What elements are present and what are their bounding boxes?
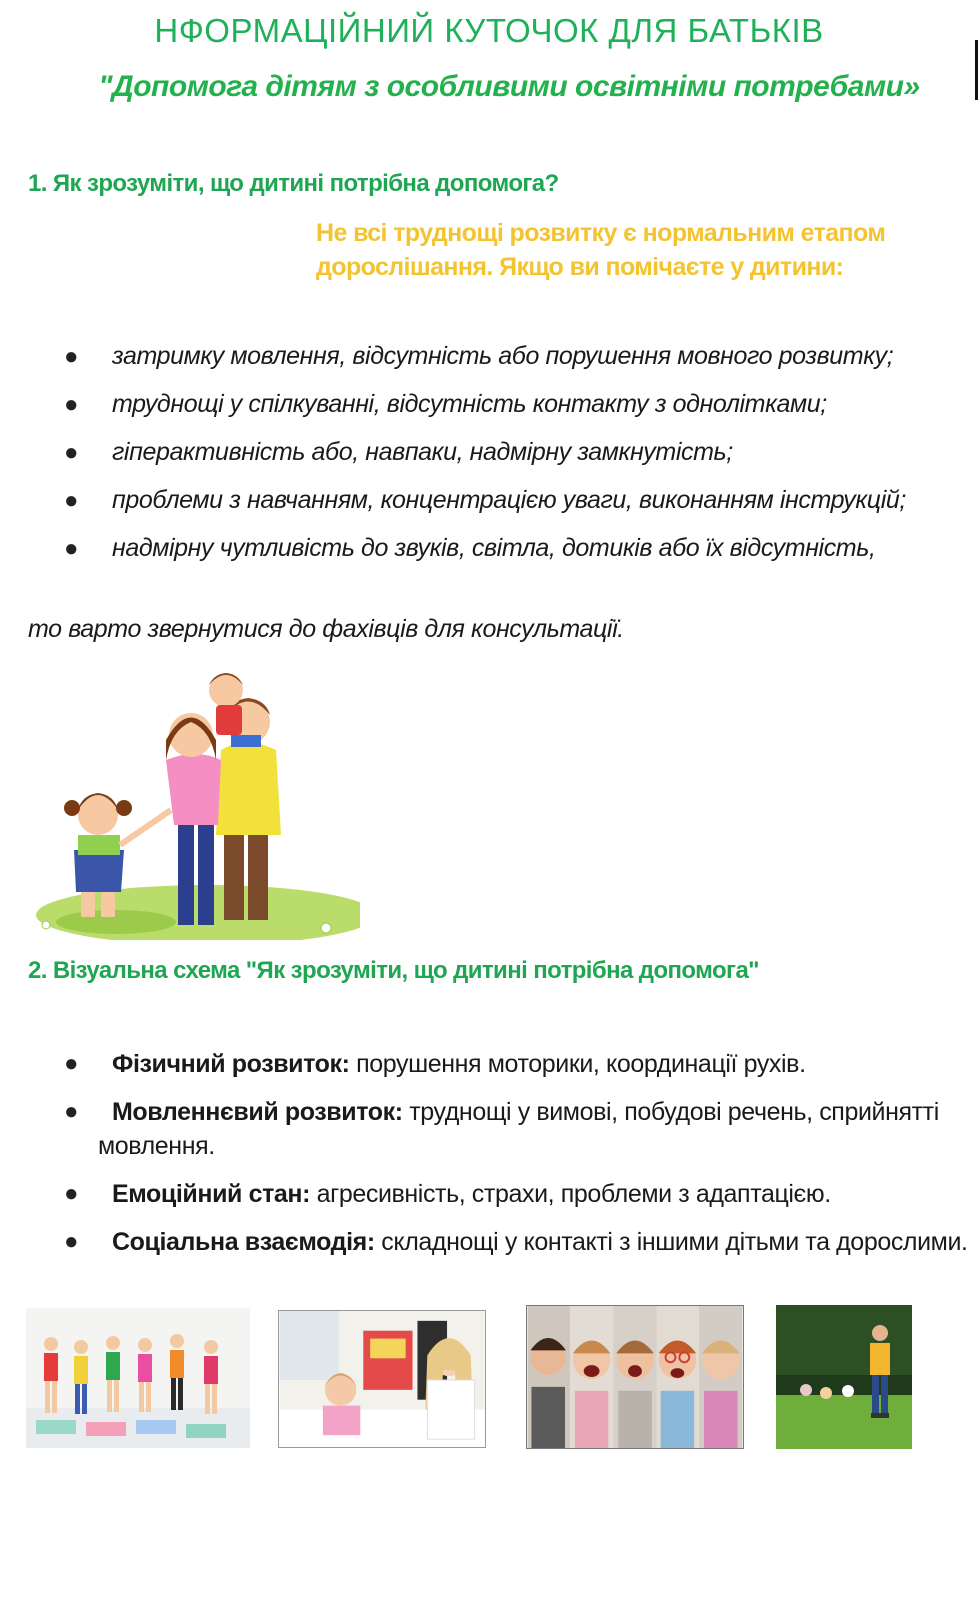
list-item-text: складнощі у контакті з іншими дітьми та дорослими.	[374, 1228, 968, 1256]
bullet-icon: ●	[64, 343, 79, 370]
list-item-label: Мовленнєвий розвиток:	[112, 1098, 403, 1126]
list-item	[0, 1177, 978, 1211]
section2-heading: 2. Візуальна схема "Як зрозуміти, що дитині потрібна допомога"	[28, 957, 759, 984]
list-item	[0, 436, 978, 469]
bullet-icon: ●	[64, 1180, 79, 1207]
section1-heading: 1. Як зрозуміти, що дитині потрібна допомога?	[28, 170, 559, 197]
list-item-label: Емоційний стан:	[112, 1180, 311, 1208]
list-item	[0, 484, 978, 517]
list-item-text: труднощі у вимові, побудові речень, сприйнятті мовлення.	[98, 1098, 939, 1160]
list-item-label: Фізичний розвиток:	[112, 1050, 350, 1078]
bullet-icon: ●	[64, 439, 79, 466]
bullet-icon: ●	[64, 1228, 79, 1255]
lonely-child-photo	[776, 1305, 912, 1449]
page-subtitle: "Допомога дітям з особливими освітніми потребами»	[98, 70, 920, 103]
list-item-text: порушення моторики, координації рухів.	[349, 1050, 806, 1078]
list-item-text: агресивність, страхи, проблеми з адаптацією.	[310, 1180, 831, 1208]
exercise-photo	[26, 1308, 250, 1448]
signs-list	[0, 340, 978, 580]
list-item-text: проблеми з навчанням, концентрацією уваги, виконанням інструкцій;	[112, 486, 906, 514]
bullet-icon: ●	[64, 535, 79, 562]
list-item	[0, 1047, 978, 1081]
bullet-icon: ●	[64, 391, 79, 418]
list-item-text: затримку мовлення, відсутність або порушення мовного розвитку;	[112, 342, 894, 370]
section1-notice: Не всі труднощі розвитку є нормальним етапом дорослішання. Якщо ви помічаєте у дитини:	[316, 219, 886, 281]
list-item-text: труднощі у спілкуванні, відсутність контакту з однолітками;	[112, 390, 827, 418]
bullet-icon: ●	[64, 1050, 79, 1077]
list-item-text: надмірну чутливість до звуків, світла, дотиків або їх відсутність,	[112, 534, 876, 562]
family-illustration	[26, 660, 360, 940]
therapy-photo	[278, 1310, 486, 1448]
list-item-label: Соціальна взаємодія:	[112, 1228, 375, 1256]
page-title: НФОРМАЦІЙНИЙ КУТОЧОК ДЛЯ БАТЬКІВ	[154, 12, 824, 49]
list-item	[0, 388, 978, 421]
areas-list	[0, 1047, 978, 1273]
bullet-icon: ●	[64, 1098, 79, 1125]
list-item	[0, 1225, 978, 1259]
list-item	[0, 1095, 978, 1163]
emotions-photo	[526, 1305, 744, 1449]
bullet-icon: ●	[64, 487, 79, 514]
list-item	[0, 532, 978, 565]
list-item-text: гіперактивність або, навпаки, надмірну замкнутість;	[112, 438, 733, 466]
list-item	[0, 340, 978, 373]
section1-closing: то варто звернутися до фахівців для консультації.	[28, 615, 624, 643]
